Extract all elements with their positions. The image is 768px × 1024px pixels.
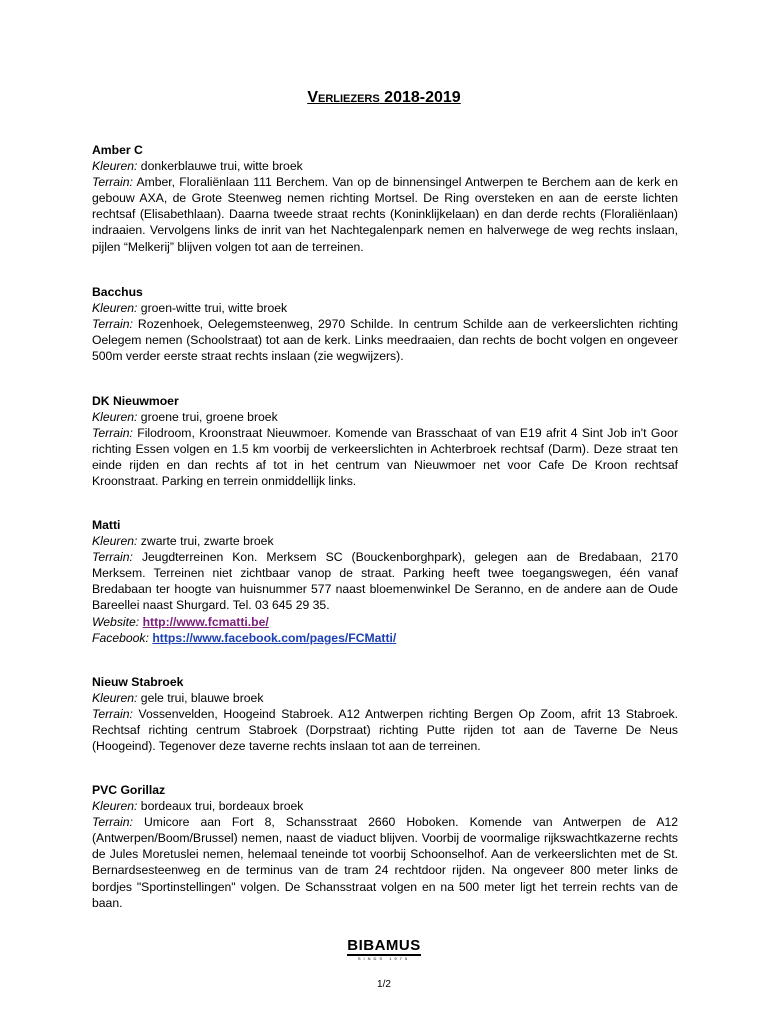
club-colors: Kleuren: bordeaux trui, bordeaux broek: [92, 799, 304, 814]
page-title: [0, 88, 768, 108]
club-name: Amber C: [92, 143, 143, 157]
club-facebook: Facebook: https://www.facebook.com/pages/FCMatti/: [92, 630, 397, 645]
club-colors: Kleuren: gele trui, blauwe broek: [92, 691, 264, 706]
club-name: PVC Gorillaz: [92, 783, 166, 797]
club-colors: Kleuren: donkerblauwe trui, witte broek: [92, 159, 303, 174]
club-terrain: Terrain: Umicore aan Fort 8, Schansstraat 2660 Hoboken. Komende van Antwerpen de A12 (Antwerpen/Boom/Brussel) nemen, naast de viaduct blijven. Voorbij de voormalige rijkswachtkazerne rechts de Jules Moretuslei nemen, helemaal teneinde tot voorbij Schoonselhof. Aan de verkeerslichten met de St. Bernardsesteenweg en de terminus van de tram 24 rechtdoor rijden. Na ongeveer 800 meter links de bordjes "Sportinstellingen" volgen. De Schansstraat volgen en na 500 meter ligt het terrein rechts van de baan.: [92, 815, 678, 910]
club-entry-matti: [92, 517, 678, 646]
logo-text: BIBAMUS: [347, 937, 421, 954]
club-entry-nieuw-stabroek: [92, 674, 678, 754]
club-terrain: Terrain: Filodroom, Kroonstraat Nieuwmoer. Komende van Brasschaat of van E19 afrit 4 Sint Job in't Goor richting Essen volgen en 1.5 km voorbij de verkeerslichten in Achterbroek rechtsaf (Darm). Deze straat ten einde rijden en dan rechts af tot in het centrum van Nieuwmoer net voor Cafe De Kroon rechtsaf Kroonstraat. Parking en terrein onmiddellijk links.: [92, 426, 679, 489]
club-colors: Kleuren: groene trui, groene broek: [92, 410, 278, 425]
website-link[interactable]: http://www.fcmatti.be/: [142, 614, 269, 629]
club-entry-dk-nieuwmoer: [92, 393, 678, 490]
club-terrain: Terrain: Jeugdterreinen Kon. Merksem SC (Bouckenborghpark), gelegen aan de Bredabaan, 2170 Merksem. Terreinen niet zichtbaar vanop de straat. Parking heeft twee toegangswegen, één vanaf Bredabaan ter hoogte van huisnummer 577 naast bloemenwinkel De Seranno, en de andere aan de Oude Bareellei naast Shurgard. Tel. 03 645 29 35.: [92, 550, 679, 613]
club-colors: Kleuren: zwarte trui, zwarte broek: [92, 534, 274, 549]
club-website: Website: http://www.fcmatti.be/: [92, 614, 269, 629]
club-entry-amber-c: [92, 142, 678, 255]
club-terrain: Terrain: Rozenhoek, Oelegemsteenweg, 2970 Schilde. In centrum Schilde aan de verkeerslichten richting Oelegem nemen (Schoolstraat) tot aan de kerk. Links meedraaien, dan rechts de bocht volgen en ongeveer 500m verder eerste straat rechts inslaan (zie wegwijzers).: [92, 317, 678, 364]
club-entry-pvc-gorillaz: [92, 782, 678, 911]
club-colors: Kleuren: groen-witte trui, witte broek: [92, 301, 288, 316]
page-number: 1/2: [377, 979, 391, 990]
facebook-link[interactable]: https://www.facebook.com/pages/FCMatti/: [152, 630, 397, 645]
club-name: Nieuw Stabroek: [92, 675, 184, 689]
page-title-text: Verliezers 2018-2019: [307, 89, 461, 106]
club-terrain: Terrain: Vossenvelden, Hoogeind Stabroek. A12 Antwerpen richting Bergen Op Zoom, afrit 13 Stabroek. Rechtsaf richting centrum Stabroek (Dorpstraat) richting Putte rijden tot aan de Taverne De Neus (Hoogeind). Tegenover deze taverne rechts inslaan tot aan de terreinen.: [92, 707, 678, 754]
logo-subtitle: SINDS 1975: [357, 956, 411, 961]
club-terrain: Terrain: Amber, Floraliënlaan 111 Berchem. Van op de binnensingel Antwerpen te Berchem aan de kerk en gebouw AXA, de Grote Steenweg nemen richting Mortsel. De Ring oversteken en aan de eerste lichten rechtsaf (Elisabethlaan). Daarna tweede straat rechts (Koninklijkelaan) en dan derde rechts (Floraliënlaan) indraaien. Vervolgens links de inrit van het Nachtegalenpark nemen en halverwege de weg rechts inslaan, pijlen “Melkerij” blijven volgen tot aan de terreinen.: [92, 175, 678, 254]
club-entry-bacchus: [92, 284, 678, 364]
club-name: Matti: [92, 518, 121, 532]
club-name: Bacchus: [92, 285, 143, 299]
club-name: DK Nieuwmoer: [92, 394, 179, 408]
bibamus-logo: [0, 938, 768, 961]
